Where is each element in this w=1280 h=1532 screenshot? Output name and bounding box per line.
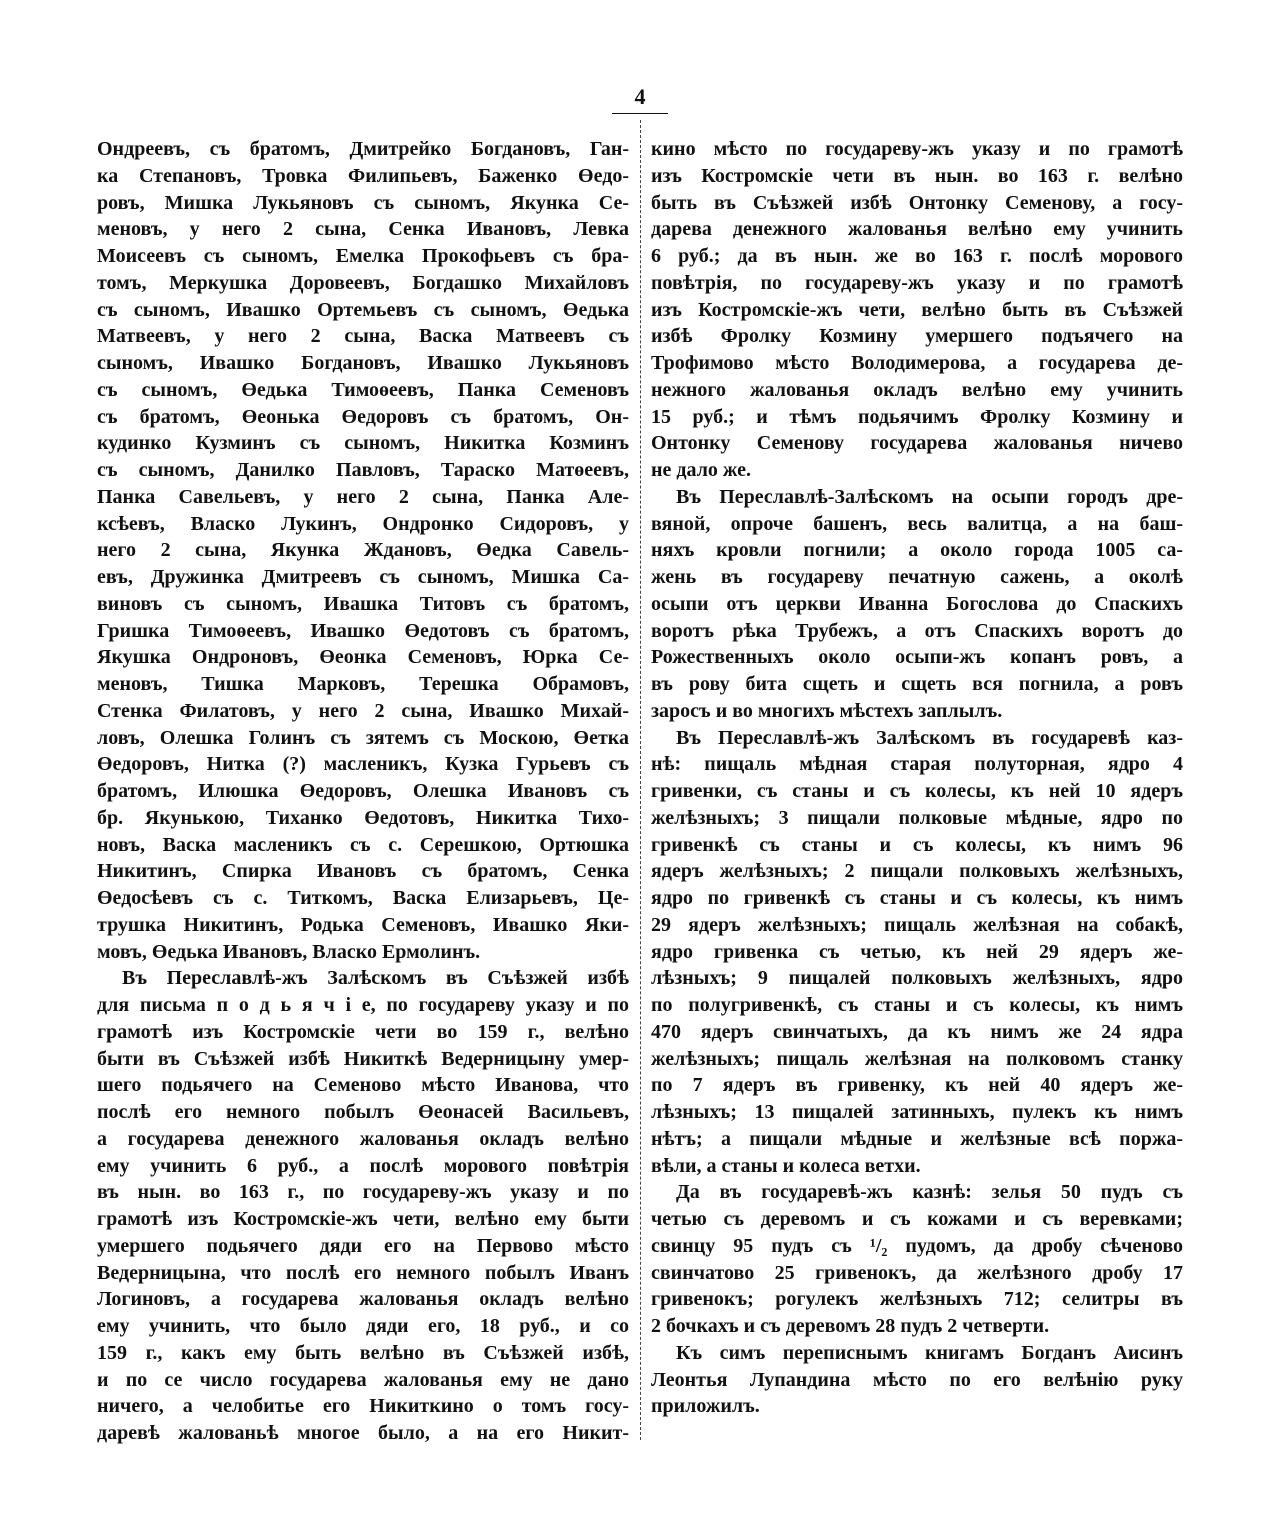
text-line: умершего подьячего дяди его на Первово мѣсто [97, 1234, 629, 1257]
text-line: новъ, Васка масленикъ съ с. Серешкою, Ортюшка [97, 833, 629, 856]
text-line: 2 бочкахъ и съ деревомъ 28 пудъ 2 четверти. [651, 1315, 1050, 1337]
text-line: Гришка Тимоөеевъ, Ивашко Өедотовъ съ братомъ, [97, 619, 629, 642]
text-line: осыпи отъ церкви Иванна Богослова до Спаскихъ [651, 592, 1183, 615]
text-line: лѣзныхъ; 13 пищалей затинныхъ, пулекъ къ нимъ [651, 1101, 1183, 1123]
text-line: Да въ государевѣ-жъ казнѣ: зелья 50 пудъ съ [676, 1181, 1183, 1204]
text-line: приложилъ. [651, 1395, 760, 1418]
paragraph [97, 136, 629, 965]
text-line: Онтонку Семенову государева жалованья ничево [651, 432, 1183, 455]
text-line: Въ Переславлѣ-Залѣскомъ на осыпи городъ дре- [676, 485, 1183, 508]
text-line: мовъ, Өедька Ивановъ, Власко Ермолинъ. [97, 940, 481, 963]
text-line: нѣтъ; а пищали мѣдные и желѣзные всѣ поржа- [651, 1127, 1183, 1150]
text-line: нежного жалованья окладъ велѣно ему учинить [651, 378, 1183, 401]
text-line: ядро гривенка съ четью, къ ней 29 ядеръ же- [651, 940, 1183, 963]
paragraph [97, 965, 629, 1447]
text-line: 470 ядеръ свинчатыхъ, да къ нимъ же 24 ядра [651, 1020, 1183, 1043]
text-line: Ведерницына, что послѣ его немного побылъ Иванъ [97, 1261, 629, 1284]
text-line: желѣзныхъ; пищаль желѣзная на полковомъ станку [651, 1047, 1183, 1070]
text-line: Никитинъ, Спирка Ивановъ съ братомъ, Сенка [97, 860, 629, 883]
text-line: Рожественныхъ около осыпи-жъ копанъ ровъ, а [651, 646, 1183, 669]
text-line: ядеръ желѣзныхъ; 2 пищали полковыхъ желѣзныхъ, [651, 860, 1183, 883]
text-line: кудинко Кузминъ съ сыномъ, Никитка Козминъ [97, 432, 629, 455]
text-line: свинчатово 25 гривенокъ, да желѣзного дробу 17 [651, 1261, 1183, 1284]
text-line: Матвеевъ, у него 2 сына, Васка Матвеевъ съ [97, 325, 629, 348]
right-column [651, 136, 1183, 1420]
text-line: лѣзныхъ; 9 пищалей полковыхъ желѣзныхъ, ядро [651, 967, 1183, 990]
text-line: дарева денежного жалованья велѣно ему учинить [651, 218, 1183, 241]
text-line: съ сыномъ, Ивашко Ортемьевъ съ сыномъ, Өедька [97, 298, 629, 321]
text-line: нѣ: пищаль мѣдная старая полуторная, ядро 4 [651, 753, 1183, 776]
text-line: 29 ядеръ желѣзныхъ; пищаль желѣзная на собакѣ, [651, 913, 1183, 936]
text-line: съ сыномъ, Данилко Павловъ, Тараско Матөеевъ, [97, 459, 629, 481]
text-line: него 2 сына, Якунка Ждановъ, Өедка Савель- [97, 539, 629, 562]
text-line: виновъ съ сыномъ, Ивашка Титовъ съ братомъ, [97, 592, 629, 615]
text-line: свинцу 95 пудъ съ ¹/₂ пудомъ, да дробу сѣченово [651, 1234, 1183, 1257]
text-line: сыномъ, Ивашко Богдановъ, Ивашко Лукьяновъ [97, 352, 629, 374]
text-line: въ рову бита сщеть и сщеть вся погнила, а ровъ [651, 673, 1183, 695]
text-line: быть въ Съѣзжей избѣ Онтонку Семенову, а госу- [651, 191, 1183, 214]
text-line: гривенки, съ станы и съ колесы, къ ней 10 ядеръ [651, 780, 1183, 802]
text-line: даревѣ жалованьѣ многое было, а на его Никит- [97, 1422, 629, 1444]
left-column [97, 136, 629, 1447]
text-line: Якушка Ондроновъ, Өеонка Семеновъ, Юрка Се- [97, 646, 629, 669]
paragraph [651, 725, 1183, 1180]
text-line: меновъ, у него 2 сына, Сенка Ивановъ, Левка [97, 218, 629, 241]
text-line: и по се число государева жалованья ему не дано [97, 1368, 629, 1391]
text-line: воротъ рѣка Трубежъ, а отъ Спаскихъ воротъ до [651, 619, 1183, 642]
text-line: трушка Никитинъ, Родька Семеновъ, Ивашко Яки- [97, 913, 629, 936]
text-line: повѣтрія, по государеву-жъ указу и по грамотѣ [651, 271, 1183, 294]
text-line: Стенка Филатовъ, у него 2 сына, Ивашко Михай- [97, 699, 629, 722]
text-line: ровъ, Мишка Лукьяновъ съ сыномъ, Якунка Се- [97, 191, 629, 214]
text-line: Моисеевъ съ сыномъ, Емелка Прокофьевъ съ бра- [97, 245, 629, 267]
text-line: меновъ, Тишка Марковъ, Терешка Обрамовъ, [97, 673, 629, 695]
text-line: ксѣевъ, Власко Лукинъ, Ондронко Сидоровъ, у [97, 512, 629, 535]
page-number-rule [612, 113, 668, 114]
text-line: шего подьячего на Семеново мѣсто Иванова, что [97, 1074, 629, 1097]
text-line: ничего, а челобитье его Никиткино о томъ госу- [97, 1395, 629, 1418]
text-line: Логиновъ, а государева жалованья окладъ велѣно [97, 1288, 629, 1311]
text-line: ка Степановъ, Тровка Филипьевъ, Баженко Өедо- [97, 164, 629, 187]
text-line: ядро по гривенкѣ съ станы и съ колесы, къ нимъ [651, 887, 1183, 909]
text-line: не дало же. [651, 459, 752, 481]
text-line: ему учинить 6 руб., а послѣ морового повѣтрія [97, 1154, 629, 1177]
paragraph [651, 136, 1183, 484]
paragraph [651, 1340, 1183, 1420]
text-line: гривенокъ; рогулекъ желѣзныхъ 712; селитры въ [651, 1288, 1183, 1311]
text-line: изъ Костромскіе чети въ нын. во 163 г. велѣно [651, 164, 1183, 187]
text-line: кино мѣсто по государеву-жъ указу и по грамотѣ [651, 138, 1183, 160]
text-line: вѣли, а станы и колеса ветхи. [651, 1154, 921, 1177]
text-line: съ братомъ, Өеонька Өедоровъ съ братомъ, Он- [97, 405, 629, 428]
text-line: четью съ деревомъ и съ кожами и съ веревками; [651, 1208, 1183, 1230]
text-line: послѣ его немного побылъ Өеонасей Васильевъ, [97, 1101, 629, 1123]
text-line: 15 руб.; и тѣмъ подьячимъ Фролку Козмину и [651, 405, 1183, 428]
text-line: братомъ, Илюшка Өедоровъ, Олешка Ивановъ съ [97, 780, 629, 802]
text-line: евъ, Дружинка Дмитреевъ съ сыномъ, Мишка Са- [97, 566, 629, 588]
text-line: съ сыномъ, Өедька Тимоөеевъ, Панка Семеновъ [97, 378, 629, 401]
text-line: избѣ Фролку Козмину умершего подъячего на [651, 325, 1183, 348]
text-line: жень въ государеву печатную сажень, а околѣ [651, 566, 1183, 588]
paragraph [651, 484, 1183, 725]
text-line: заросъ и во многихъ мѣстехъ заплылъ. [651, 699, 1003, 722]
text-line: Өедоровъ, Нитка (?) масленикъ, Кузка Гурьевъ съ [97, 753, 629, 776]
text-line: Ондреевъ, съ братомъ, Дмитрейко Богдановъ, Ган- [97, 138, 629, 160]
text-line: няхъ кровли погнили; а около города 1005 са- [651, 539, 1183, 562]
text-line: 6 руб.; да въ нын. же во 163 г. послѣ морового [651, 245, 1183, 267]
text-line: по 7 ядеръ въ гривенку, къ ней 40 ядеръ же- [651, 1074, 1183, 1097]
text-line: въ нын. во 163 г., по государеву-жъ указу и по [97, 1181, 629, 1204]
text-line: 159 г., какъ ему быть велѣно въ Съѣзжей избѣ, [97, 1341, 629, 1364]
text-line: бр. Якунькою, Тиханко Өедотовъ, Никитка Тихо- [97, 806, 629, 829]
text-line: томъ, Меркушка Доровеевъ, Богдашко Михайловъ [97, 271, 629, 294]
text-line: Леонтья Лупандина мѣсто по его велѣнію руку [651, 1368, 1183, 1391]
text-line: а государева денежного жалованья окладъ велѣно [97, 1127, 629, 1150]
text-line: желѣзныхъ; 3 пищали полковые мѣдные, ядро по [651, 806, 1183, 829]
text-line: быти въ Съѣзжей избѣ Никиткѣ Ведерницыну умер- [97, 1047, 629, 1070]
text-line: для письма п о д ь я ч і е, по государеву указу и по [97, 994, 629, 1016]
text-line: ловъ, Олешка Голинъ съ зятемъ съ Москою, Өетка [97, 726, 629, 749]
text-line: вяной, опроче башенъ, весь валитца, а на баш- [651, 512, 1183, 535]
text-line: грамотѣ изъ Костромскіе-жъ чети, велѣно ему быти [97, 1208, 629, 1230]
text-line: гривенкѣ съ станы и съ колесы, къ нимъ 96 [651, 833, 1183, 856]
text-line: грамотѣ изъ Костромскіе чети во 159 г., велѣно [97, 1020, 629, 1043]
text-line: по полугривенкѣ, съ станы и съ колесы, къ нимъ [651, 994, 1183, 1016]
text-line: Трофимово мѣсто Володимерова, а государева де- [651, 352, 1183, 374]
paragraph [651, 1179, 1183, 1340]
text-line: Өедосѣевъ съ с. Титкомъ, Васка Елизарьевъ, Це- [97, 887, 629, 909]
page-number: 4 [634, 84, 646, 109]
text-line: Къ симъ переписнымъ книгамъ Богданъ Аисинъ [676, 1341, 1183, 1364]
text-line: Въ Переславлѣ-жъ Залѣскомъ въ государевѣ каз- [676, 726, 1183, 749]
column-divider [640, 120, 641, 1440]
text-line: Въ Переславлѣ-жъ Залѣскомъ въ Съѣзжей избѣ [122, 967, 629, 990]
text-line: Панка Савельевъ, у него 2 сына, Панка Але- [97, 485, 629, 508]
text-line: изъ Костромскіе-жъ чети, велѣно быть въ Съѣзжей [651, 298, 1183, 321]
text-line: ему учинить, что было дяди его, 18 руб., и со [97, 1315, 629, 1337]
